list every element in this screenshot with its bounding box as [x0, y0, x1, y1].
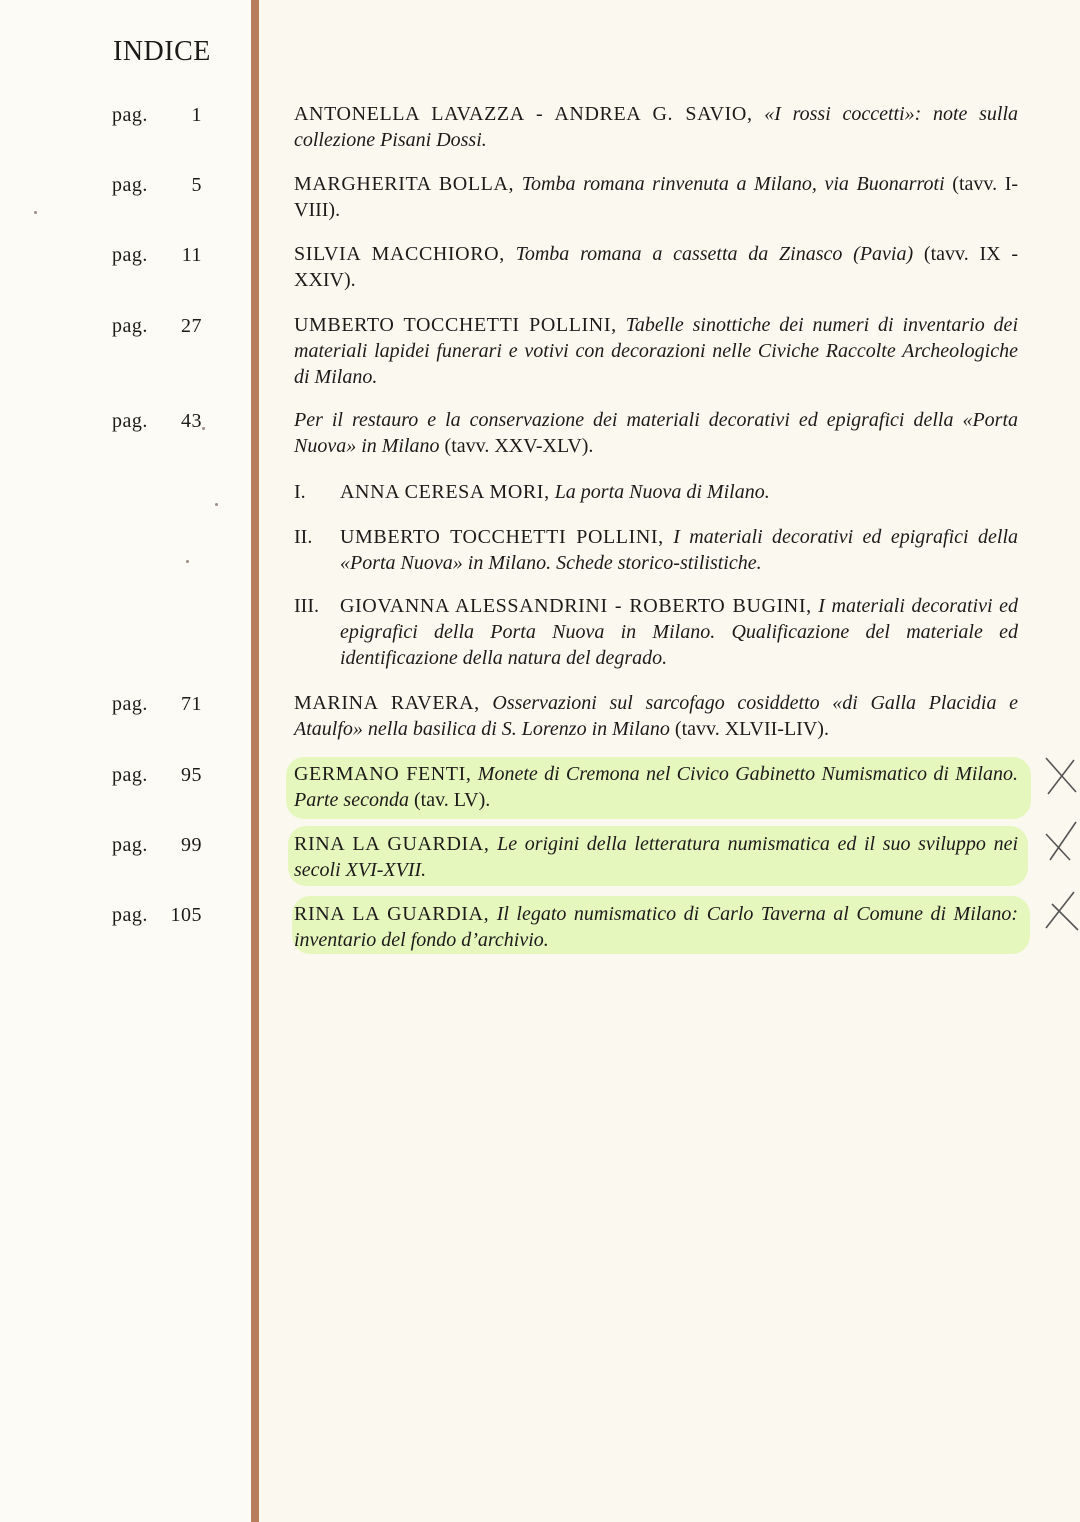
entry-title: Monete di Cremona nel Civico Gabinetto Numismatico di Milano. Parte seconda: [294, 763, 1018, 811]
entry-title: I materiali decorativi ed epigrafici della Porta Nuova in Milano. Qualificazione del materiale ed identificazione della natura del degrado.: [340, 595, 1018, 669]
subentry-numeral: II.: [294, 526, 313, 548]
entry-title: Tabelle sinottiche dei numeri di inventario dei materiali lapidei funerari e votivi con decorazioni nelle Civiche Raccolte Archeologiche di Milano.: [294, 314, 1018, 388]
subentry-numeral: III.: [294, 595, 319, 617]
paper-speck: [215, 503, 218, 506]
entry-author: ANNA CERESA MORI,: [340, 481, 550, 503]
page-number: 1: [191, 104, 202, 126]
paper-speck: [186, 560, 189, 563]
toc-subentry: [294, 593, 1018, 671]
page-ref: [112, 104, 202, 127]
entry-title: La porta Nuova di Milano.: [554, 481, 770, 503]
toc-entry: [294, 761, 1018, 813]
paper-speck: [34, 211, 37, 214]
page-ref: [112, 834, 202, 857]
pag-label: pag.: [112, 904, 148, 926]
pag-label: pag.: [112, 174, 148, 196]
page-ref: [112, 764, 202, 787]
page-number: 43: [181, 410, 202, 432]
entry-author: RINA LA GUARDIA,: [294, 833, 490, 855]
cross-mark-icon: [1040, 752, 1080, 796]
toc-entry: [294, 171, 1018, 223]
pag-label: pag.: [112, 693, 148, 715]
page-ref: [112, 410, 202, 433]
pag-label: pag.: [112, 244, 148, 266]
page-number: 105: [170, 904, 202, 926]
entry-title: «I rossi coccetti»: note sulla collezione Pisani Dossi.: [294, 103, 1018, 151]
pag-label: pag.: [112, 104, 148, 126]
vertical-rule: [251, 0, 259, 1522]
entry-author: MARGHERITA BOLLA,: [294, 173, 515, 195]
entry-title: Le origini della letteratura numismatica ed il suo sviluppo nei secoli XVI-XVII.: [294, 833, 1018, 881]
entry-title: Tomba romana a cassetta da Zinasco (Pavia): [515, 243, 914, 265]
entry-plates: (tav. LV).: [413, 789, 491, 811]
toc-entry: [294, 407, 1018, 459]
entry-title: Tomba romana rinvenuta a Milano, via Buonarroti: [521, 173, 945, 195]
page-number: 95: [181, 764, 202, 786]
entry-title: Osservazioni sul sarcofago cosiddetto «di Galla Placidia e Ataulfo» nella basilica di S. Lorenzo in Milano: [294, 692, 1018, 740]
page-number-column: [0, 0, 251, 1522]
page-ref: [112, 904, 202, 927]
page-number: 99: [181, 834, 202, 856]
entry-plates: (tavv. IX - XXIV).: [294, 243, 1018, 291]
page-ref: [112, 244, 202, 267]
entry-author: ANTONELLA LAVAZZA - ANDREA G. SAVIO,: [294, 103, 753, 125]
toc-entry: [294, 101, 1018, 153]
entry-author: UMBERTO TOCCHETTI POLLINI,: [294, 314, 617, 336]
cross-mark-icon: [1040, 890, 1080, 934]
page-number: 71: [181, 693, 202, 715]
toc-entry: [294, 241, 1018, 293]
toc-entry: [294, 690, 1018, 742]
toc-subentry: [294, 479, 1018, 505]
paper-speck: [202, 427, 205, 430]
entry-author: SILVIA MACCHIORO,: [294, 243, 505, 265]
page-title: INDICE: [113, 36, 211, 67]
toc-entry: [294, 901, 1018, 953]
entry-author: GIOVANNA ALESSANDRINI - ROBERTO BUGINI,: [340, 595, 812, 617]
entry-title: I materiali decorativi ed epigrafici della «Porta Nuova» in Milano. Schede storico-stilistiche.: [340, 526, 1018, 574]
page-ref: [112, 693, 202, 716]
toc-entry: [294, 312, 1018, 390]
subentry-numeral: I.: [294, 481, 306, 503]
entry-author: GERMANO FENTI,: [294, 763, 472, 785]
entry-plates: (tavv. I-VIII).: [294, 173, 1019, 221]
cross-mark-icon: [1040, 820, 1080, 864]
entry-author: MARINA RAVERA,: [294, 692, 480, 714]
entry-title: Per il restauro e la conservazione dei materiali decorativi ed epigrafici della «Porta Nuova» in Milano: [294, 409, 1018, 457]
page-ref: [112, 315, 202, 338]
page-number: 27: [181, 315, 202, 337]
pag-label: pag.: [112, 834, 148, 856]
entry-author: UMBERTO TOCCHETTI POLLINI,: [340, 526, 664, 548]
toc-entry: [294, 831, 1018, 883]
entry-plates: (tavv. XXV-XLV).: [444, 435, 594, 457]
page-ref: [112, 174, 202, 197]
entry-author: RINA LA GUARDIA,: [294, 903, 490, 925]
entry-title: Il legato numismatico di Carlo Taverna al Comune di Milano: inventario del fondo d’archivio.: [294, 903, 1018, 951]
pag-label: pag.: [112, 764, 148, 786]
pag-label: pag.: [112, 315, 148, 337]
page-number: 5: [191, 174, 202, 196]
pag-label: pag.: [112, 410, 148, 432]
toc-subentry: [294, 524, 1018, 576]
page-number: 11: [181, 244, 202, 266]
entry-plates: (tavv. XLVII-LIV).: [674, 718, 829, 740]
